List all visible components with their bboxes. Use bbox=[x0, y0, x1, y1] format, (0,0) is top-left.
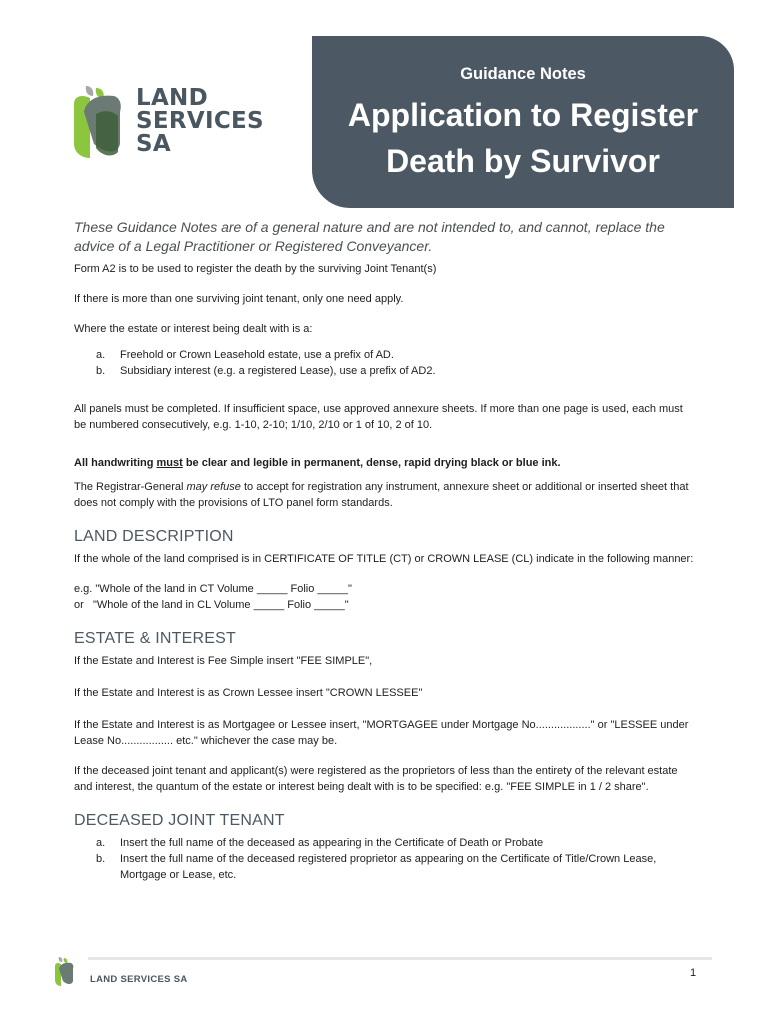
intro-paragraph-2: If there is more than one surviving joint tenant, only one need apply. bbox=[74, 293, 404, 305]
section-heading-estate-interest: ESTATE & INTEREST bbox=[74, 630, 236, 647]
estate-paragraph-2: If the Estate and Interest is as Crown Lessee insert "CROWN LESSEE" bbox=[74, 687, 423, 699]
list-text: Freehold or Crown Leasehold estate, use a prefix of AD. bbox=[120, 349, 394, 361]
list-text: Subsidiary interest (e.g. a registered Lease), use a prefix of AD2. bbox=[120, 365, 436, 377]
title-banner bbox=[312, 36, 734, 208]
list-text: Insert the full name of the deceased as appearing in the Certificate of Death or Probate bbox=[120, 837, 544, 849]
document-title bbox=[312, 92, 734, 184]
section-heading-deceased: DECEASED JOINT TENANT bbox=[74, 812, 285, 829]
handwriting-text-2: be clear and legible in permanent, dense, rapid drying black or blue ink. bbox=[182, 457, 561, 469]
banner-kicker: Guidance Notes bbox=[460, 65, 586, 83]
list-text: Insert the full name of the deceased registered proprietor as appearing on the Certificate of Title/Crown Lease, Mortgage or Lease, etc. bbox=[120, 853, 657, 881]
list-marker: b. bbox=[96, 853, 106, 865]
logo-line-2: SERVICES bbox=[136, 108, 264, 134]
deceased-list bbox=[74, 835, 698, 883]
list-item bbox=[74, 347, 698, 363]
land-description-paragraph: If the whole of the land comprised is in CERTIFICATE OF TITLE (CT) or CROWN LEASE (CL) indicate in the following manner: bbox=[74, 553, 694, 565]
logo-line-1: LAND bbox=[136, 85, 208, 111]
list-item bbox=[74, 851, 698, 883]
land-example-2: or "Whole of the land in CL Volume _____ Folio _____" bbox=[74, 599, 349, 611]
panels-paragraph: All panels must be completed. If insufficient space, use approved annexure sheets. If more than one page is used, each must be numbered consecutively, e.g. 1-10, 2-10; 1/10, 2/10 or 1 of 10, 2 of 10. bbox=[74, 403, 683, 431]
list-marker: a. bbox=[96, 349, 106, 361]
leaf-logo-icon bbox=[72, 82, 132, 162]
handwriting-paragraph bbox=[74, 455, 698, 471]
page-number: 1 bbox=[690, 967, 697, 979]
handwriting-text-1: All handwriting bbox=[74, 457, 157, 469]
logo-line-3: SA bbox=[136, 131, 171, 157]
registrar-text-1: The Registrar-General bbox=[74, 481, 187, 493]
footer-brand: LAND SERVICES SA bbox=[90, 974, 188, 985]
land-services-sa-logo bbox=[72, 82, 262, 164]
footer-divider bbox=[88, 957, 712, 960]
intro-paragraph-3: Where the estate or interest being dealt with is a: bbox=[74, 323, 313, 335]
list-item bbox=[74, 363, 698, 379]
prefix-list bbox=[74, 347, 698, 379]
estate-paragraph-4: If the deceased joint tenant and applicant(s) were registered as the proprietors of less than the entirety of the relevant estate and interest, the quantum of the estate or interest being dealt with is to be specified: e.g. "FEE SIMPLE in 1 / 2 share". bbox=[74, 765, 678, 793]
list-item bbox=[74, 835, 698, 851]
disclaimer: These Guidance Notes are of a general nature and are not intended to, and cannot, replace the advice of a Legal Practitioner or Registered Conveyancer. bbox=[74, 219, 665, 254]
footer-leaf-icon bbox=[54, 956, 76, 988]
estate-paragraph-1: If the Estate and Interest is Fee Simple insert "FEE SIMPLE", bbox=[74, 655, 373, 667]
section-heading-land-description: LAND DESCRIPTION bbox=[74, 528, 234, 545]
logo-wordmark bbox=[136, 87, 264, 156]
land-example-1: e.g. "Whole of the land in CT Volume _____ Folio _____" bbox=[74, 583, 352, 595]
list-marker: a. bbox=[96, 837, 106, 849]
registrar-paragraph bbox=[74, 479, 698, 511]
handwriting-must: must bbox=[156, 457, 183, 469]
title-line-1: Application to Register bbox=[347, 97, 699, 133]
estate-paragraph-3: If the Estate and Interest is as Mortgagee or Lessee insert, "MORTGAGEE under Mortgage No.................." or "LESSEE under Lease No................. etc." whichever the case may be. bbox=[74, 719, 689, 747]
footer-logo bbox=[54, 956, 76, 993]
intro-paragraph-1: Form A2 is to be used to register the death by the surviving Joint Tenant(s) bbox=[74, 263, 437, 275]
list-marker: b. bbox=[96, 365, 106, 377]
document-body bbox=[74, 218, 698, 883]
registrar-emphasis: may refuse bbox=[186, 481, 241, 493]
title-line-2: Death by Survivor bbox=[386, 143, 660, 179]
registrar-text-2: to accept for registration any instrument, annexure sheet or additional or inserted sheet that does not comply with the provisions of LTO panel form standards. bbox=[74, 481, 689, 509]
